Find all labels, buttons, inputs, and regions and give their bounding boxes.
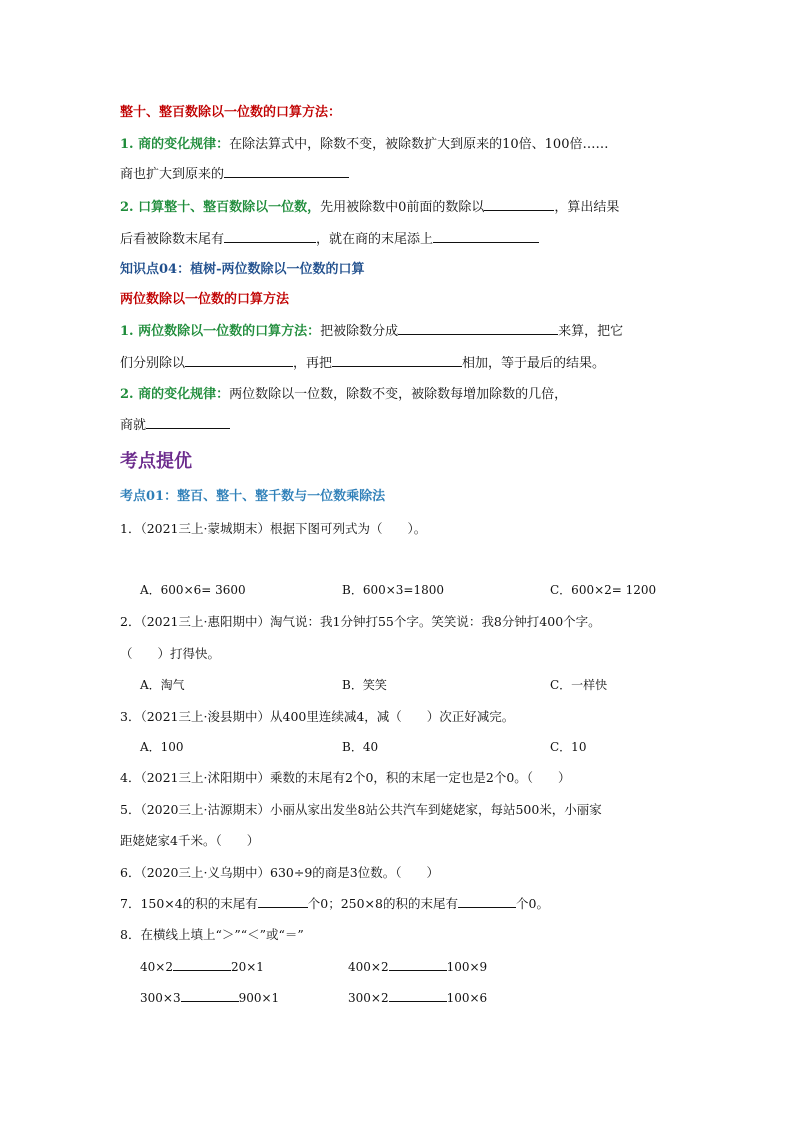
fill-blank[interactable] <box>224 230 316 243</box>
fill-blank[interactable] <box>185 354 293 367</box>
rule-text: 后看被除数末尾有 <box>120 232 225 247</box>
rule-text: 商就 <box>120 418 147 433</box>
compare-row2-right <box>348 989 487 1006</box>
section-title: 考点提优 <box>120 451 192 472</box>
question-2-cont: （ ）打得快。 <box>120 646 221 661</box>
fill-blank[interactable] <box>458 895 516 908</box>
fill-blank[interactable] <box>258 895 308 908</box>
question-3: 3．（2021三上·浚县期中）从400里连续减4，减（ ）次正好减完。 <box>120 709 515 724</box>
q1-option-b[interactable]: B．600×3=1800 <box>342 583 445 597</box>
method1-rule1-cont <box>120 165 349 184</box>
rule-text: 在除法算式中，除数不变，被除数扩大到原来的10倍、100倍…… <box>229 137 609 152</box>
expression: 40×2 <box>140 960 173 974</box>
question-2: 2．（2021三上·惠阳期中）淘气说：我1分钟打55个字。笑笑说：我8分钟打400个字。 <box>120 614 601 629</box>
compare-row2-left <box>140 989 279 1006</box>
method1-rule2-cont <box>120 230 539 249</box>
fill-blank[interactable] <box>224 165 349 178</box>
question-4: 4．（2021三上·沭阳期中）乘数的末尾有2个0，积的末尾一定也是2个0。（ ） <box>120 770 571 785</box>
fill-blank[interactable] <box>433 230 539 243</box>
q3-option-a[interactable]: A．100 <box>140 740 184 754</box>
fill-blank[interactable] <box>389 958 447 971</box>
fill-blank[interactable] <box>332 354 462 367</box>
fill-blank[interactable] <box>181 989 239 1002</box>
method1-rule2 <box>120 198 619 217</box>
question-7 <box>120 895 549 913</box>
rule-text: 相加，等于最后的结果。 <box>462 356 606 371</box>
compare-row1-left <box>140 958 264 975</box>
q3-option-b[interactable]: B．40 <box>342 740 379 754</box>
compare-row1-right <box>348 958 487 975</box>
q2-option-a[interactable]: A．淘气 <box>140 678 185 692</box>
q1-option-a[interactable]: A．600×6= 3600 <box>140 583 246 597</box>
q3-option-c[interactable]: C．10 <box>550 740 587 754</box>
rule-text: 把被除数分成 <box>320 324 399 339</box>
point1-heading: 考点01：整百、整十、整千数与一位数乘除法 <box>120 489 386 504</box>
expression: 900×1 <box>238 991 280 1005</box>
fill-blank[interactable] <box>173 958 231 971</box>
q1-option-c[interactable]: C．600×2= 1200 <box>550 583 657 597</box>
expression: 100×9 <box>446 960 488 974</box>
method1-heading: 整十、整百数除以一位数的口算方法： <box>120 105 342 120</box>
rule-label: 1. 两位数除以一位数的口算方法： <box>120 324 321 339</box>
question-5-cont: 距姥姥家4千米。（ ） <box>120 833 260 848</box>
rule-text: ，算出结果 <box>554 200 620 215</box>
knowledge4-subheading: 两位数除以一位数的口算方法 <box>120 292 290 307</box>
expression: 20×1 <box>230 960 264 974</box>
expression: 100×6 <box>446 991 488 1005</box>
knowledge4-rule2-cont <box>120 416 230 435</box>
method1-rule1 <box>120 136 608 154</box>
fill-blank[interactable] <box>398 322 558 335</box>
fill-blank[interactable] <box>389 989 447 1002</box>
rule-text: 们分别除以 <box>120 356 186 371</box>
rule-text: ，再把 <box>293 356 333 371</box>
expression: 300×3 <box>140 991 181 1005</box>
rule-text: ，就在商的末尾添上 <box>316 232 434 247</box>
expression: 300×2 <box>348 991 389 1005</box>
knowledge4-rule2 <box>120 386 567 404</box>
question-text: 7．150×4的积的末尾有 <box>120 896 258 911</box>
rule-label: 2. 商的变化规律： <box>120 387 230 402</box>
question-1: 1．（2021三上·蒙城期末）根据下图可列式为（ ）。 <box>120 521 427 536</box>
knowledge4-rule1-cont <box>120 354 605 373</box>
rule-label: 1. 商的变化规律： <box>120 137 230 152</box>
fill-blank[interactable] <box>146 416 230 429</box>
question-8: 8．在横线上填上“＞”“＜”或“＝” <box>120 927 304 942</box>
question-5: 5．（2020三上·沽源期末）小丽从家出发坐8站公共汽车到姥姥家，每站500米，小丽家 <box>120 802 602 817</box>
rule-text: 先用被除数中0前面的数除以 <box>320 200 485 215</box>
question-text: 个0；250×8的积的末尾有 <box>307 896 458 911</box>
q2-option-b[interactable]: B．笑笑 <box>342 678 387 692</box>
rule-label: 2. 口算整十、整百数除以一位数， <box>120 200 321 215</box>
question-6: 6．（2020三上·义乌期中）630÷9的商是3位数。（ ） <box>120 865 439 880</box>
expression: 400×2 <box>348 960 389 974</box>
fill-blank[interactable] <box>484 198 554 211</box>
q2-option-c[interactable]: C．一样快 <box>550 678 608 692</box>
question-text: 个0。 <box>516 896 549 911</box>
knowledge4-rule1 <box>120 322 623 341</box>
knowledge4-heading: 知识点04：植树-两位数除以一位数的口算 <box>120 262 365 277</box>
rule-text: 两位数除以一位数，除数不变，被除数每增加除数的几倍， <box>229 387 568 402</box>
rule-text: 商也扩大到原来的 <box>120 167 225 182</box>
rule-text: 来算，把它 <box>558 324 624 339</box>
